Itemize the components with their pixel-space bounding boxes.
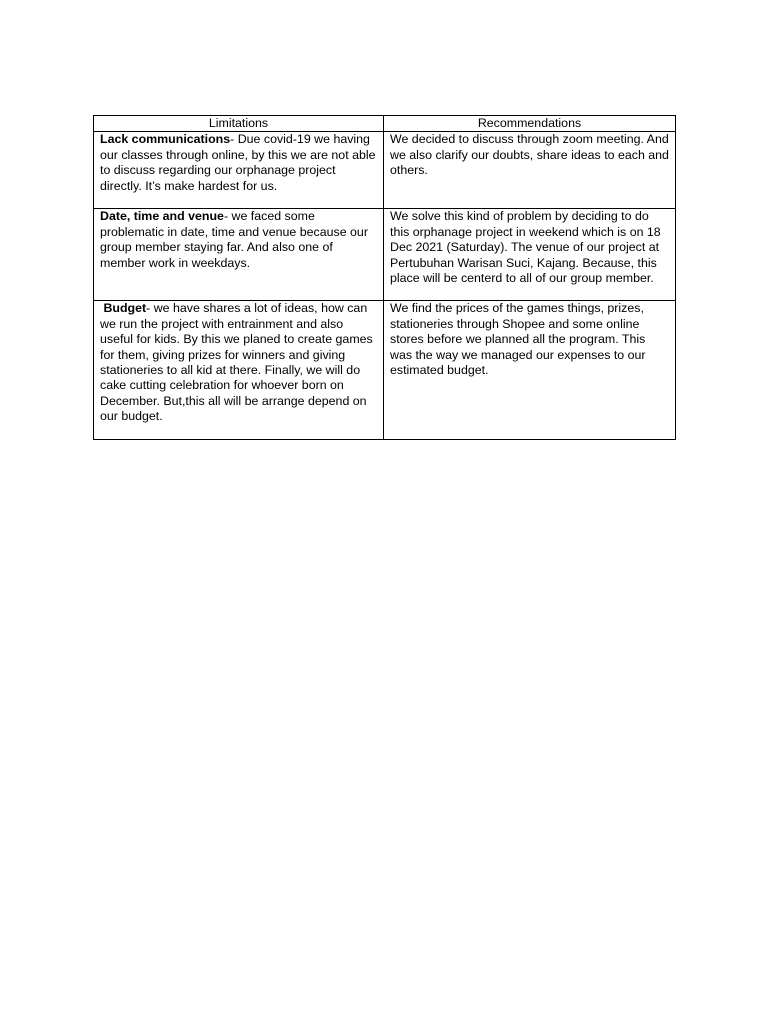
- recommendation-text: We solve this kind of problem by deciding to do this orphanage project in weekend which is on 18 Dec 2021 (Saturday). The venue of our project at Pertubuhan Warisan Suci, Kajang. Because, this place will be centerd to all of our group member.: [390, 209, 661, 286]
- limitation-text: - we faced some problematic in date, time and venue because our group member staying far. And also one of member work in weekdays.: [100, 209, 368, 270]
- limitation-cell: [94, 301, 384, 440]
- table-row: [94, 209, 676, 301]
- table-row: [94, 132, 676, 209]
- recommendation-cell: [384, 209, 676, 301]
- limitations-recommendations-table: [93, 115, 676, 440]
- limitation-lead: Budget: [103, 301, 147, 316]
- limitation-text: - Due covid-19 we having our classes through online, by this we are not able to discuss regarding our orphanage project directly. It’s make hardest for us.: [100, 132, 376, 193]
- header-recommendations: Recommendations: [384, 116, 676, 132]
- recommendation-text: We find the prices of the games things, prizes, stationeries through Shopee and some online stores before we planned all the program. This was the way we managed our expenses to our estimated budget.: [390, 301, 646, 378]
- table-header-row: [94, 116, 676, 132]
- limitation-lead: Lack communications: [100, 132, 231, 147]
- limitation-cell: [94, 209, 384, 301]
- recommendation-cell: [384, 132, 676, 209]
- limitation-lead: Date, time and venue: [100, 209, 224, 224]
- recommendation-text: We decided to discuss through zoom meeting. And we also clarify our doubts, share ideas to each and others.: [390, 132, 669, 178]
- limitation-cell: [94, 132, 384, 209]
- limitation-text: - we have shares a lot of ideas, how can we run the project with entrainment and also useful for kids. By this we planed to create games for them, giving prizes for winners and giving stationeries to all kid at there. Finally, we will do cake cutting celebration for whoever born on December. But,this all will be arrange depend on our budget.: [100, 301, 373, 424]
- table-row: [94, 301, 676, 440]
- recommendation-cell: [384, 301, 676, 440]
- header-limitations: Limitations: [94, 116, 384, 132]
